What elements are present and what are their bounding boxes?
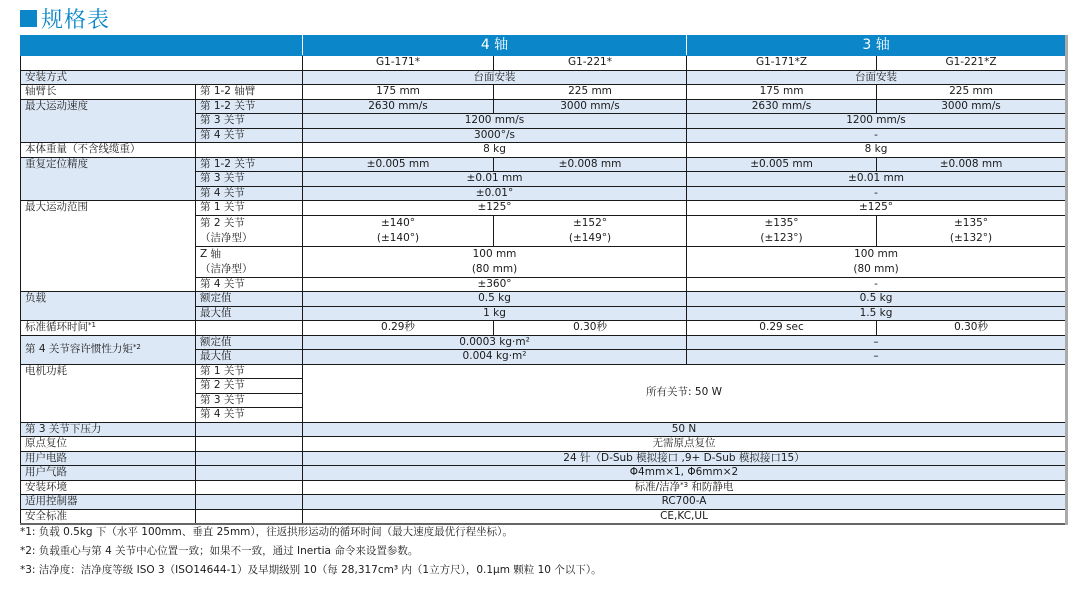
cell-value: RC700-A	[303, 495, 1067, 510]
cell-value: 225 mm	[877, 85, 1067, 100]
cell-value: 24 针（D-Sub 模拟接口 ,9+ D-Sub 模拟接口15）	[303, 451, 1067, 466]
sub-label: 第 4 关节	[196, 128, 303, 143]
cell-value: -	[687, 128, 1067, 143]
sub-label: 最大值	[196, 306, 303, 321]
sub-label: 第 1 关节	[196, 201, 303, 216]
sub-label-line: （洁净型）	[200, 231, 253, 244]
label-text: 标准循环时间	[25, 321, 88, 333]
page-title-text: 规格表	[41, 7, 111, 33]
table-row	[21, 335, 1067, 350]
cell-value: -	[687, 186, 1067, 201]
footnote-ref: *2	[132, 342, 141, 351]
value-line: 100 mm	[472, 247, 517, 260]
spec-table	[20, 35, 1068, 525]
cell-value: 1200 mm/s	[687, 114, 1067, 129]
sub-label: 第 2 关节	[196, 379, 303, 394]
table-row	[21, 143, 1067, 158]
row-label-user-piping: 用户气路	[21, 466, 196, 481]
header-3axis: 3 轴	[687, 36, 1067, 56]
row-label-payload: 负载	[21, 292, 196, 321]
header-4axis: 4 轴	[303, 36, 687, 56]
label-text: 第 4 关节容许惯性力矩	[25, 342, 133, 355]
row-label-j3-force: 第 3 关节下压力	[21, 422, 196, 437]
cell-value: 225 mm	[494, 85, 687, 100]
cell-value: –	[687, 350, 1067, 365]
cell-value: 0.5 kg	[687, 292, 1067, 307]
sub-label: 额定值	[196, 335, 303, 350]
row-label-weight: 本体重量（不含线缆重）	[21, 143, 196, 158]
cell-value: 0.30秒	[494, 321, 687, 336]
cell-value: ±0.005 mm	[303, 157, 494, 172]
sub-label: 第 1-2 关节	[196, 157, 303, 172]
cell-value: 0.004 kg·m²	[303, 350, 687, 365]
row-label-controller: 适用控制器	[21, 495, 196, 510]
cell-value: 0.5 kg	[303, 292, 687, 307]
page-title	[20, 4, 110, 32]
cell-value: ±125°	[687, 201, 1067, 216]
value-text: 标准/洁净	[634, 480, 681, 493]
value-line: (80 mm)	[471, 262, 518, 275]
value-line: ±140°	[380, 216, 416, 229]
model-g1-221z: G1-221*Z	[877, 56, 1067, 71]
sub-label: 额定值	[196, 292, 303, 307]
table-row	[21, 437, 1067, 452]
sub-label: 第 1-2 轴臂	[196, 85, 303, 100]
row-label-max-speed: 最大运动速度	[21, 99, 196, 143]
cell-value: 175 mm	[303, 85, 494, 100]
cell-value: 0.29 sec	[687, 321, 877, 336]
cell-value: 0.30秒	[877, 321, 1067, 336]
cell-value: Φ4mm×1, Φ6mm×2	[303, 466, 1067, 481]
table-row	[21, 509, 1067, 524]
table-row	[21, 422, 1067, 437]
cell-value	[303, 215, 494, 246]
footnote-ref: *3	[680, 480, 689, 489]
cell-value: ±0.01 mm	[303, 172, 687, 187]
value-line: (±123°)	[760, 231, 803, 244]
sub-label: 第 4 关节	[196, 186, 303, 201]
table-row	[21, 99, 1067, 114]
sub-label-empty	[196, 143, 303, 158]
value-line: (±149°)	[568, 231, 612, 244]
model-g1-171z: G1-171*Z	[687, 56, 877, 71]
table-row	[21, 480, 1067, 495]
table-row	[21, 70, 1067, 85]
cell-value: ±0.01°	[303, 186, 687, 201]
sub-label: 第 3 关节	[196, 114, 303, 129]
sub-label-empty	[196, 321, 303, 336]
sub-label-empty	[196, 509, 303, 524]
footnote-2: *2: 负载重心与第 4 关节中心位置一致；如果不一致，通过 Inertia 命令来设置参数。	[20, 545, 419, 557]
sub-label: 第 1 关节	[196, 364, 303, 379]
cell-value	[303, 480, 1067, 495]
sub-label-empty	[196, 495, 303, 510]
row-label-cycle-time	[21, 321, 196, 336]
table-row	[21, 364, 1067, 379]
row-label-inertia	[21, 335, 196, 364]
value-line: (80 mm)	[853, 262, 899, 275]
cell-value: -	[687, 277, 1067, 292]
cell-value: ±125°	[303, 201, 687, 216]
cell-value: 1 kg	[303, 306, 687, 321]
title-square-icon	[20, 10, 37, 27]
cell-value: 8 kg	[687, 143, 1067, 158]
model-header-row	[21, 56, 1067, 71]
model-g1-171: G1-171*	[303, 56, 494, 71]
row-label-safety: 安全标准	[21, 509, 196, 524]
cell-value: –	[687, 335, 1067, 350]
row-label-motor-power: 电机功耗	[21, 364, 196, 422]
sub-label	[196, 215, 303, 246]
cell-value: 8 kg	[303, 143, 687, 158]
footnotes	[20, 523, 602, 580]
axis-group-header-row	[21, 36, 1067, 56]
sub-label: 第 3 关节	[196, 172, 303, 187]
sub-label-line: 第 2 关节	[200, 216, 245, 229]
table-row	[21, 495, 1067, 510]
cell-value: ±360°	[303, 277, 687, 292]
footnote-1: *1: 负载 0.5kg 下（水平 100mm、垂直 25mm），往返拱形运动的循环时间（最大速度最优行程坐标）。	[20, 526, 513, 538]
value-line: ±152°	[572, 216, 608, 229]
cell-value: 50 N	[303, 422, 1067, 437]
table-row	[21, 466, 1067, 481]
cell-value: 3000 mm/s	[877, 99, 1067, 114]
cell-value: ±0.008 mm	[494, 157, 687, 172]
row-label-repeatability: 重复定位精度	[21, 157, 196, 201]
sub-label-empty	[196, 451, 303, 466]
sub-label: 最大值	[196, 350, 303, 365]
cell-value: 3000 mm/s	[494, 99, 687, 114]
cell-value: 0.29秒	[303, 321, 494, 336]
cell-value	[687, 215, 877, 246]
cell-value: 3000°/s	[303, 128, 687, 143]
header-blank	[21, 36, 303, 56]
sub-label: 第 3 关节	[196, 393, 303, 408]
cell-value: 2630 mm/s	[687, 99, 877, 114]
cell-value: ±0.005 mm	[687, 157, 877, 172]
cell-value: 1.5 kg	[687, 306, 1067, 321]
cell-value: ±0.01 mm	[687, 172, 1067, 187]
cell-value: 175 mm	[687, 85, 877, 100]
row-label-motion-range: 最大运动范围	[21, 201, 196, 292]
value-line: (±140°)	[376, 231, 420, 244]
sub-label-empty	[196, 437, 303, 452]
model-header-blank	[21, 56, 303, 71]
sub-label-empty	[196, 466, 303, 481]
value-line: ±135°	[764, 216, 799, 229]
value-line: 100 mm	[854, 247, 898, 260]
table-row	[21, 201, 1067, 216]
value-line: ±135°	[953, 216, 989, 229]
sub-label: 第 4 关节	[196, 408, 303, 423]
row-label-mounting: 安装方式	[21, 70, 303, 85]
value-line: (±132°)	[949, 231, 993, 244]
cell-value: CE,KC,UL	[303, 509, 1067, 524]
table-row	[21, 292, 1067, 307]
row-label-arm-length: 轴臂长	[21, 85, 196, 100]
cell-value	[877, 215, 1067, 246]
sub-label-empty	[196, 422, 303, 437]
cell-value: 2630 mm/s	[303, 99, 494, 114]
sub-label	[196, 246, 303, 277]
value-text: 和防静电	[688, 480, 734, 493]
cell-value: 所有关节: 50 W	[303, 364, 1067, 422]
footnote-ref: *1	[88, 321, 96, 329]
table-row	[21, 321, 1067, 336]
footnote-3: *3: 洁净度：洁净度等级 ISO 3（ISO14644-1）及早期级别 10（每 28,317cm³ 内（1立方尺），0.1μm 颗粒 10 个以下）。	[20, 564, 602, 576]
table-row	[21, 85, 1067, 100]
cell-value: 1200 mm/s	[303, 114, 687, 129]
sub-label: 第 4 关节	[196, 277, 303, 292]
cell-value: 0.0003 kg·m²	[303, 335, 687, 350]
sub-label-empty	[196, 480, 303, 495]
table-row	[21, 451, 1067, 466]
cell-value	[687, 246, 1067, 277]
cell-value	[494, 215, 687, 246]
table-row	[21, 157, 1067, 172]
cell-value: 无需原点复位	[303, 437, 1067, 452]
cell-value: ±0.008 mm	[877, 157, 1067, 172]
model-g1-221: G1-221*	[494, 56, 687, 71]
sub-label-line: Z 轴	[200, 247, 222, 260]
row-label-environment: 安装环境	[21, 480, 196, 495]
cell-value: 台面安装	[303, 70, 687, 85]
row-label-homing: 原点复位	[21, 437, 196, 452]
row-label-user-wiring: 用户电路	[21, 451, 196, 466]
sub-label-line: （洁净型）	[200, 262, 253, 275]
cell-value	[303, 246, 687, 277]
sub-label: 第 1-2 关节	[196, 99, 303, 114]
cell-value: 台面安装	[687, 70, 1067, 85]
